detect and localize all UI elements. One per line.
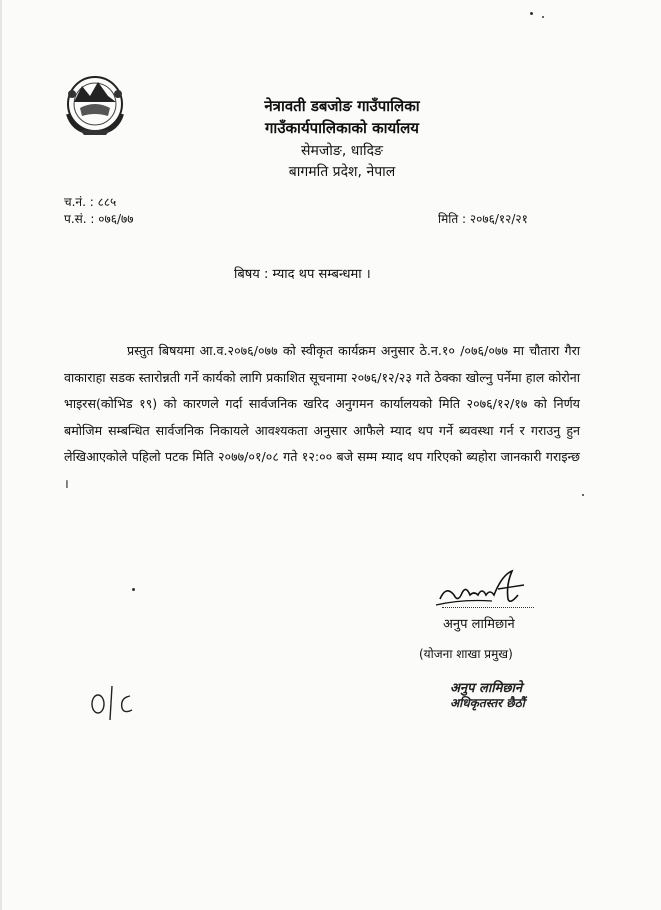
letter-number: प.सं. : ०७६/७७ [64,212,134,226]
signatory-name: अनुप लामिछाने [443,617,515,632]
office-name-line2: गाउँकार्यपालिकाको कार्यालय [264,119,419,137]
scan-speck [582,494,584,496]
office-address-line: सेमजोङ, धादिङ [301,143,383,159]
handwritten-oc-mark-icon [86,680,138,722]
office-name-line1: नेत्रावती डबजोङ गाउँपालिका [264,97,420,115]
letter-body [64,338,580,497]
signature-line [442,607,534,608]
body-paragraph: प्रस्तुत बिषयमा आ.व.२०७६/०७७ को स्वीकृत कार्यक्रम अनुसार ठे.न.१० /०७६/०७७ मा चौतारा गैरा वाकाराहा सडक स्तारोन्नती गर्ने कार्यको लागि प्रकाशित सूचनामा २०७६/१२/२३ गते ठेक्का खोल्नु पर्नेमा हाल कोरोना भाइरस(कोभिड १९) को कारणले गर्दा सार्वजनिक खरिद अनुगमन कार्यालयको मिति २०७६/१२/१७ को निर्णय बमोजिम सम्बन्धित सार्वजनिक निकायले आवश्यकता अनुसार आफैले म्याद थप गर्ने ब्यवस्था गर्न र गराउनु हुन लेखिआएकोले पहिलो पटक मिति २०७७/०१/०८ गते १२:०० बजे सम्म म्याद थप गरिएको ब्यहोरा जानकारी गराइन्छ । [64,343,580,491]
scan-speck [542,16,544,18]
scan-speck [530,12,533,15]
name-stamp-line1: अनुप लामिछाने [450,681,523,696]
letter-date: मिति : २०७६/१२/२१ [438,212,528,226]
dispatch-number: च.नं. : ८८५ [64,195,117,209]
signatory-role: (योजना शाखा प्रमुख) [419,647,513,661]
name-stamp-line2: अधिकृतस्तर छैठौं [450,696,525,710]
province-line: बागमति प्रदेश, नेपाल [288,164,396,180]
letter-subject: बिषय : म्याद थप सम्बन्धमा । [234,267,371,282]
nepal-emblem-icon [60,72,130,136]
scan-speck [132,588,135,591]
